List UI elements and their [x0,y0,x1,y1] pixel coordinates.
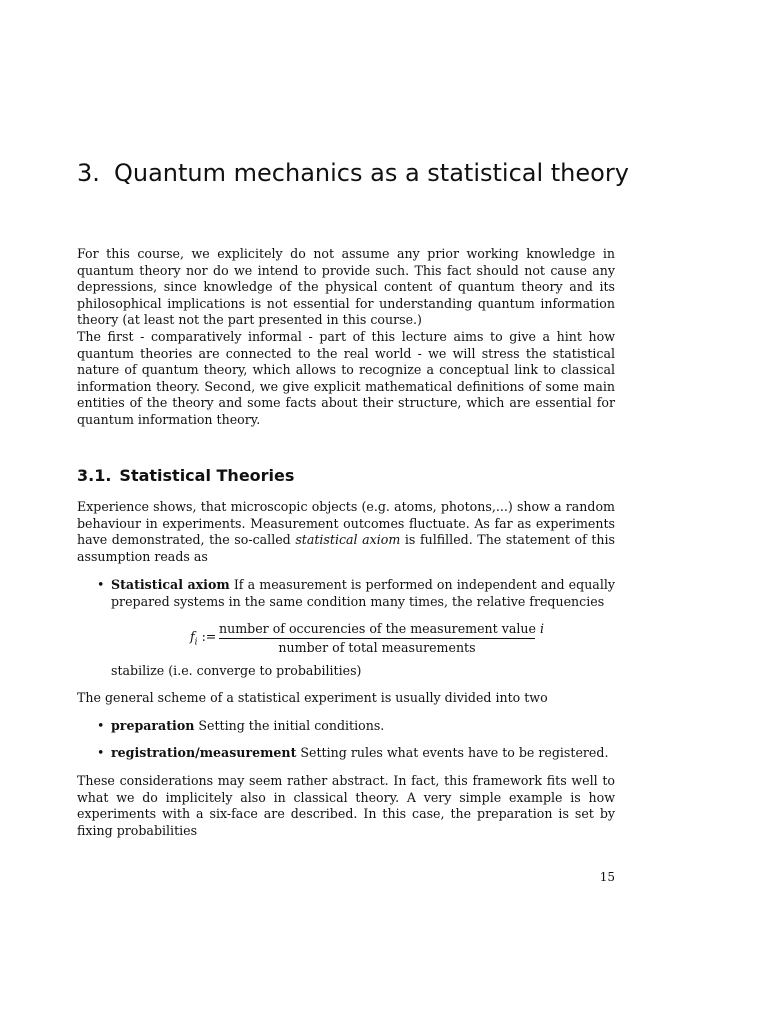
page-number: 15 [599,870,615,884]
scheme-intro: The general scheme of a statistical experiment is usually divided into two [77,690,548,705]
numerator-text: number of occurencies of the measurement value [219,621,540,636]
bullet-marker: • [97,718,105,733]
axiom-text [111,577,615,610]
scheme-item-text [111,718,615,735]
formula-fraction [219,620,544,656]
fraction-bar [219,638,535,639]
section-title: Statistical Theories [119,466,295,485]
statistical-axiom-term: statistical axiom [295,532,401,548]
formula-subscript: i [194,637,198,648]
numerator-variable: i [539,621,544,636]
section-paragraph [77,499,615,565]
scheme-term: preparation [111,718,195,733]
formula-symbol: f [190,629,195,644]
scheme-term: registration/measurement [111,745,297,760]
bullet-marker: • [97,745,105,760]
axiom-conclusion: stabilize (i.e. converge to probabilities) [111,663,362,678]
closing-paragraph: These considerations may seem rather abstract. In fact, this framework fits well to what we do implicitely also in classical theory. A very simple example is how experiments with a six-face are described. In this case, the preparation is set by fixing probabilities [77,773,615,838]
scheme-description: Setting rules what events have to be registered. [296,745,609,760]
section-number: 3.1. [77,466,112,485]
axiom-term: Statistical axiom [111,577,230,592]
formula-lhs [190,629,216,648]
formula-numerator [219,620,544,637]
intro-paragraph-2: The first - comparatively informal - part of this lecture aims to give a hint how quantum theories are connected to the real world - we will stress the statistical nature of quantum theory, which allows to recognize a conceptual link to classical information theory. Second, we give explicit mathematical definitions of some main entities of the theory and some facts about their structure, which are essential for quantum information theory. [77,329,615,427]
axiom-list-item [97,577,615,610]
section-heading [77,466,294,486]
chapter-number: 3. [77,159,100,187]
chapter-heading [77,158,637,189]
section-paragraph-end: is fulfilled. The statement of this assumption reads as [77,532,615,564]
scheme-item-preparation [97,718,615,735]
bullet-marker: • [97,577,105,592]
formula-denominator: number of total measurements [278,640,476,655]
formula-operator: := [197,629,217,644]
scheme-description: Setting the initial conditions. [194,718,385,733]
section-paragraph-start: Experience shows, that microscopic objects (e.g. atoms, photons,...) show a random behaviour in experiments. Measurement outcomes fluctuate. As far as experiments have demonstrated, the so-called [77,499,615,548]
axiom-description: If a measurement is performed on independent and equally prepared systems in the same condition many times, the relative frequencies [111,577,615,609]
scheme-item-text [111,745,615,762]
intro-paragraph-1: For this course, we explicitely do not assume any prior working knowledge in quantum theory nor do we intend to provide such. This fact should not cause any depressions, since knowledge of the physical content of quantum theory and its philosophical implications is not essential for understanding quantum information theory (at least not the part presented in this course.) [77,246,615,328]
scheme-item-registration [97,745,615,762]
chapter-title: Quantum mechanics as a statistical theory [114,159,629,187]
